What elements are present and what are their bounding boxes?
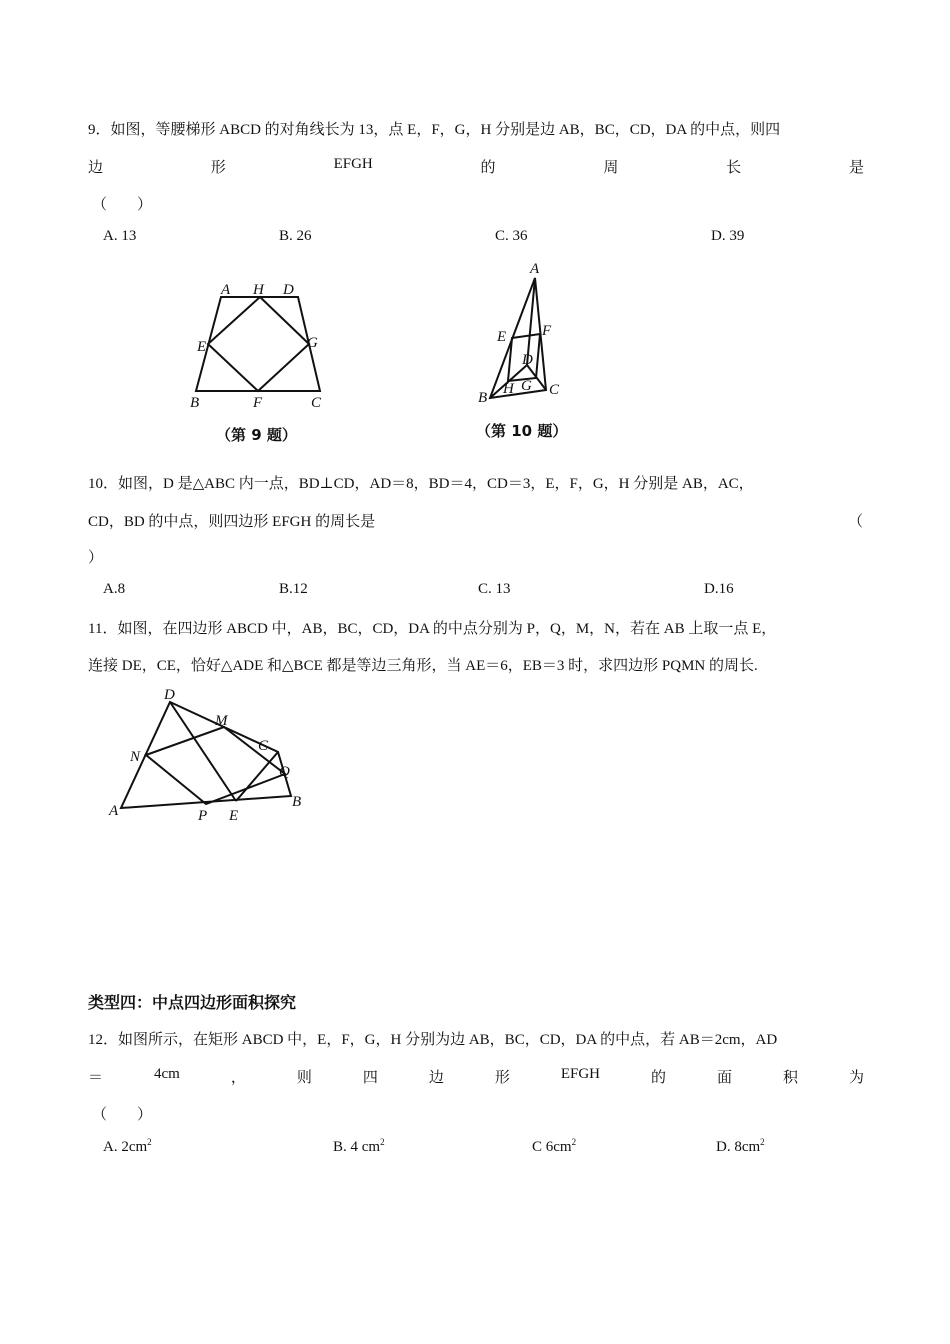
q12-word: EFGH — [560, 1066, 600, 1082]
q9-word: 边 — [88, 160, 104, 176]
q10-label-a: A — [530, 261, 540, 277]
q12-option-d — [716, 1137, 765, 1156]
q12-option-b-text: B. 4 cm — [333, 1139, 381, 1155]
q9-label-f: F — [253, 395, 263, 411]
q9-word: 是 — [848, 160, 864, 176]
q9-midpoint-quad — [208, 297, 309, 391]
q9-label-e: E — [197, 339, 207, 355]
q11-segment-ce — [236, 752, 278, 801]
q10-label-b: B — [478, 390, 488, 406]
q10-segment-cd — [527, 365, 546, 390]
q12-word: 形 — [494, 1070, 510, 1086]
q12-option-d-sup: 2 — [760, 1137, 765, 1147]
q11-label-n: N — [130, 749, 141, 765]
q10-segment-bd — [490, 365, 527, 398]
q10-segment-ad — [527, 278, 535, 365]
q11-label-a: A — [109, 803, 119, 819]
q9-word: 周 — [603, 160, 619, 176]
q12-word: 的 — [650, 1070, 666, 1086]
q9-word: 长 — [726, 160, 742, 176]
q12-word: 为 — [848, 1070, 864, 1086]
q9-label-d: D — [283, 282, 294, 298]
q10-label-d: D — [522, 352, 533, 368]
q10-option-a: A.8 — [103, 581, 126, 597]
q12-word: 四 — [362, 1070, 378, 1086]
q10-figure-caption: （第 10 题） — [476, 422, 568, 440]
q11-label-m: M — [215, 713, 228, 729]
q11-label-b: B — [292, 794, 302, 810]
q12-option-b — [333, 1137, 385, 1156]
q12-option-c-text: C 6cm — [532, 1139, 572, 1155]
q9-label-b: B — [190, 395, 200, 411]
q10-label-e: E — [497, 329, 507, 345]
q9-label-g: G — [307, 335, 318, 351]
q10-option-d: D.16 — [704, 581, 734, 597]
q11-midpoint-quad — [146, 727, 285, 804]
q9-word: 形 — [210, 160, 226, 176]
q10-label-c: C — [549, 382, 560, 398]
q12-option-d-text: D. 8cm — [716, 1139, 761, 1155]
q12-answer-paren: （ ） — [92, 1107, 153, 1123]
q9-label-c: C — [311, 395, 322, 411]
q9-figure-caption: （第 9 题） — [216, 426, 297, 444]
q10-label-g: G — [521, 378, 532, 394]
q12-word: 则 — [296, 1070, 312, 1086]
q12-stem-line2 — [88, 1066, 864, 1087]
q12-option-c-sup: 2 — [571, 1137, 577, 1147]
q11-segment-de — [170, 702, 236, 801]
q10-paren-close: ） — [88, 550, 104, 566]
q9-stem-line2 — [88, 156, 864, 177]
q12-option-a-sup: 2 — [147, 1137, 152, 1147]
q12-word: 4cm — [154, 1066, 180, 1082]
q11-label-q: Q — [279, 764, 290, 780]
q9-label-a: A — [221, 282, 231, 298]
q10-label-h: H — [503, 381, 514, 397]
q11-quadrilateral — [121, 702, 291, 808]
q9-trapezoid — [196, 297, 320, 391]
q12-option-b-sup: 2 — [380, 1137, 385, 1147]
q12-option-a-text: A. 2cm — [103, 1139, 148, 1155]
q9-answer-paren: （ ） — [92, 197, 153, 213]
q10-option-c: C. 13 — [478, 581, 511, 597]
q10-paren-open: （ — [848, 514, 864, 530]
q11-stem-line2: 连接 DE，CE，恰好△ADE 和△BCE 都是等边三角形，当 AE＝6，EB＝3 时，求四边形 PQMN 的周长. — [88, 658, 758, 674]
q12-stem-line1: 12．如图所示，在矩形 ABCD 中，E，F，G，H 分别为边 AB，BC，CD，DA 的中点，若 AB＝2cm，AD — [88, 1032, 778, 1048]
q11-label-p: P — [198, 808, 208, 824]
q12-word: 积 — [782, 1070, 798, 1086]
q10-stem-line2: CD，BD 的中点，则四边形 EFGH 的周长是 — [88, 514, 376, 530]
q10-label-f: F — [542, 323, 552, 339]
q11-label-d: D — [164, 687, 175, 703]
q12-word: ＝ — [88, 1070, 104, 1086]
q11-stem-line1: 11．如图，在四边形 ABCD 中，AB，BC，CD，DA 的中点分别为 P，Q，M，N，若在 AB 上取一点 E， — [88, 621, 777, 637]
q9-option-b: B. 26 — [279, 228, 312, 244]
q10-midpoint-quad — [508, 334, 540, 381]
q9-word: 的 — [480, 160, 496, 176]
q9-option-a: A. 13 — [103, 228, 137, 244]
q10-option-b: B.12 — [279, 581, 308, 597]
q12-word: 面 — [716, 1070, 732, 1086]
section-4-title: 类型四：中点四边形面积探究 — [88, 993, 297, 1012]
q10-stem-line1: 10．如图，D 是△ABC 内一点，BD⊥CD，AD＝8，BD＝4，CD＝3，E，F，G，H 分别是 AB，AC， — [88, 476, 754, 492]
q12-word: ， — [230, 1070, 246, 1086]
q10-triangle — [490, 278, 546, 398]
q9-label-h: H — [253, 282, 264, 298]
q9-stem-line1: 9．如图，等腰梯形 ABCD 的对角线长为 13，点 E，F，G，H 分别是边 AB，BC，CD，DA 的中点，则四 — [88, 122, 781, 138]
q9-option-c: C. 36 — [495, 228, 528, 244]
q11-label-e: E — [229, 808, 239, 824]
q9-word: EFGH — [333, 156, 373, 172]
q12-word: 边 — [428, 1070, 444, 1086]
q12-option-c — [532, 1137, 576, 1156]
q11-label-c: C — [258, 738, 269, 754]
q12-option-a — [103, 1137, 152, 1156]
q9-option-d: D. 39 — [711, 228, 745, 244]
